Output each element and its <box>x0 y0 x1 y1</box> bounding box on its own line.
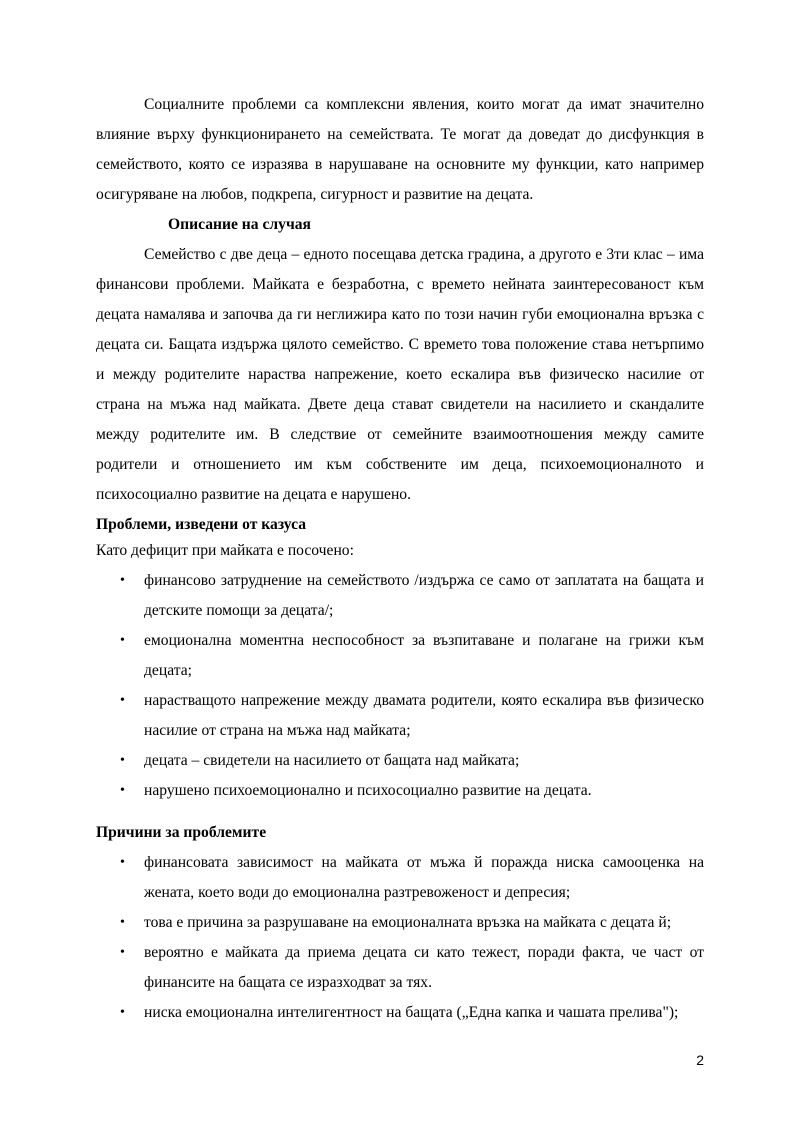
list-item-text: това е причина за разрушаване на емоционалната връзка на майката с децата й; <box>144 914 672 931</box>
problems-list <box>96 566 704 806</box>
bullet-icon: • <box>120 783 125 798</box>
bullet-icon: • <box>120 1005 125 1020</box>
list-item <box>96 848 704 908</box>
bullet-icon: • <box>120 753 125 768</box>
list-item-text: емоционална моментна неспособност за възпитаване и полагане на грижи към децата; <box>144 632 704 679</box>
case-paragraph: Семейство с две деца – едното посещава детска градина, а другото е 3ти клас – има финансови проблеми. Майката е безработна, с времето нейната заинтересованост към децата намалява и започва да ги неглижира като по този начин губи емоционална връзка с децата си. Бащата издържа цялото семейство. С времето това положение става нетърпимо и между родителите нараства напрежение, което ескалира във физическо насилие от страна на мъжа над майката. Двете деца стават свидетели на насилието и скандалите между родителите им. В следствие от семейните взаимоотношения между самите родители и отношението им към собствените им деца, психоемоционалното и психосоциално развитие на децата е нарушено. <box>96 246 704 503</box>
bullet-icon: • <box>120 573 125 588</box>
list-item <box>96 908 704 938</box>
causes-heading: Причини за проблемите <box>96 824 267 841</box>
list-item-text: вероятно е майката да приема децата си като тежест, поради факта, че част от финансите на бащата се изразходват за тях. <box>144 944 704 991</box>
bullet-icon: • <box>120 945 125 960</box>
causes-list <box>96 848 704 1028</box>
list-item <box>96 938 704 998</box>
case-heading: Описание на случая <box>168 216 311 233</box>
bullet-icon: • <box>120 915 125 930</box>
list-item <box>96 566 704 626</box>
intro-paragraph: Социалните проблеми са комплексни явления, които могат да имат значително влияние върху функционирането на семействата. Те могат да доведат до дисфункция в семейството, която се изразява в нарушаване на основните му функции, като например осигуряване на любов, подкрепа, сигурност и развитие на децата. <box>96 96 704 203</box>
list-item-text: ниска емоционална интелигентност на бащата („Една капка и чашата прелива"); <box>144 1004 679 1021</box>
bullet-icon: • <box>120 693 125 708</box>
problems-intro: Като дефицит при майката е посочено: <box>96 542 354 559</box>
list-item <box>96 686 704 746</box>
bullet-icon: • <box>120 855 125 870</box>
bullet-icon: • <box>120 633 125 648</box>
list-item-text: нарастващото напрежение между двамата родители, която ескалира във физическо насилие от страна на мъжа над майката; <box>144 692 704 739</box>
list-item <box>96 998 704 1028</box>
problems-heading: Проблеми, изведени от казуса <box>96 516 307 533</box>
list-item-text: нарушено психоемоционално и психосоциално развитие на децата. <box>144 782 592 799</box>
list-item-text: финансовата зависимост на майката от мъжа й поражда ниска самооценка на жената, което води до емоционална разтревоженост и депресия; <box>144 854 704 901</box>
list-item <box>96 776 704 806</box>
list-item-text: децата – свидетели на насилието от бащата над майката; <box>144 752 520 769</box>
list-item <box>96 626 704 686</box>
list-item <box>96 746 704 776</box>
page-number: 2 <box>696 1052 704 1068</box>
list-item-text: финансово затруднение на семейството /издържа се само от заплатата на бащата и детските помощи за децата/; <box>144 572 704 619</box>
